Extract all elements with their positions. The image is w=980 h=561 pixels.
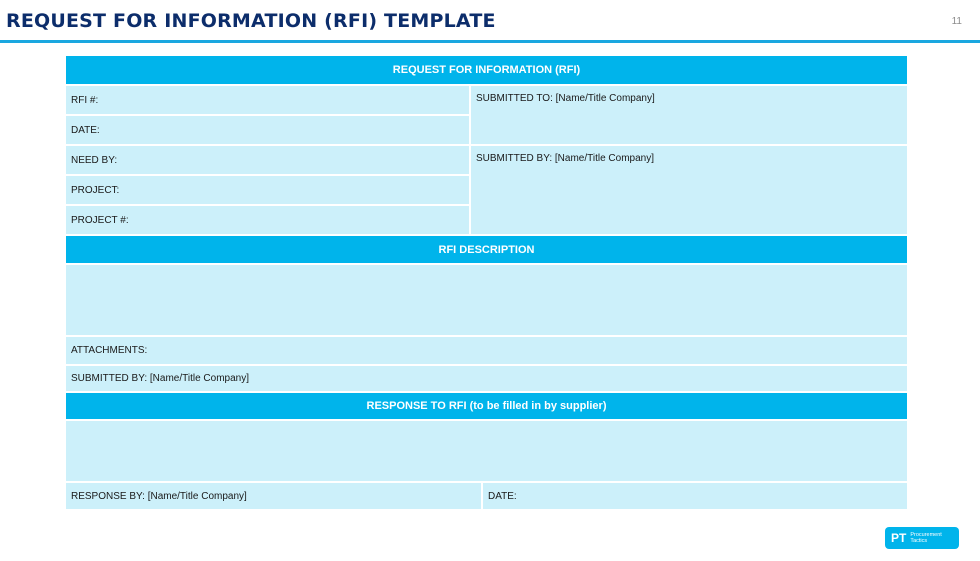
- procurement-tactics-logo: [885, 527, 959, 549]
- logo-line-1: Procurement: [910, 532, 942, 538]
- attachments-field[interactable]: ATTACHMENTS:: [66, 337, 907, 364]
- submitted-by-field[interactable]: SUBMITTED BY: [Name/Title Company]: [66, 366, 907, 391]
- response-footer-row: [66, 483, 907, 509]
- response-header: RESPONSE TO RFI (to be filled in by supplier): [66, 393, 907, 419]
- logo-mark: PT: [891, 531, 907, 545]
- page-title: REQUEST FOR INFORMATION (RFI) TEMPLATE: [6, 10, 496, 32]
- rfi-number-field[interactable]: RFI #:: [66, 86, 469, 114]
- project-field[interactable]: PROJECT:: [66, 176, 469, 204]
- description-header: RFI DESCRIPTION: [66, 236, 907, 263]
- need-by-field[interactable]: NEED BY:: [66, 146, 469, 174]
- response-date-field[interactable]: DATE:: [483, 483, 907, 509]
- logo-line-2: Tactics: [910, 538, 928, 544]
- rfi-info-section: [66, 86, 907, 234]
- submitted-by-top-field[interactable]: SUBMITTED BY: [Name/Title Company]: [471, 146, 907, 234]
- date-field[interactable]: DATE:: [66, 116, 469, 144]
- logo-wordmark: [910, 532, 942, 544]
- response-by-field[interactable]: RESPONSE BY: [Name/Title Company]: [66, 483, 481, 509]
- rfi-header: REQUEST FOR INFORMATION (RFI): [66, 56, 907, 84]
- response-area[interactable]: [66, 421, 907, 481]
- description-area[interactable]: [66, 265, 907, 335]
- project-number-field[interactable]: PROJECT #:: [66, 206, 469, 234]
- right-fields-column: [471, 86, 907, 234]
- submitted-to-field[interactable]: SUBMITTED TO: [Name/Title Company]: [471, 86, 907, 144]
- left-fields-column: [66, 86, 469, 234]
- title-divider: [0, 40, 980, 43]
- rfi-form: [66, 56, 907, 509]
- page-number: 11: [951, 16, 962, 27]
